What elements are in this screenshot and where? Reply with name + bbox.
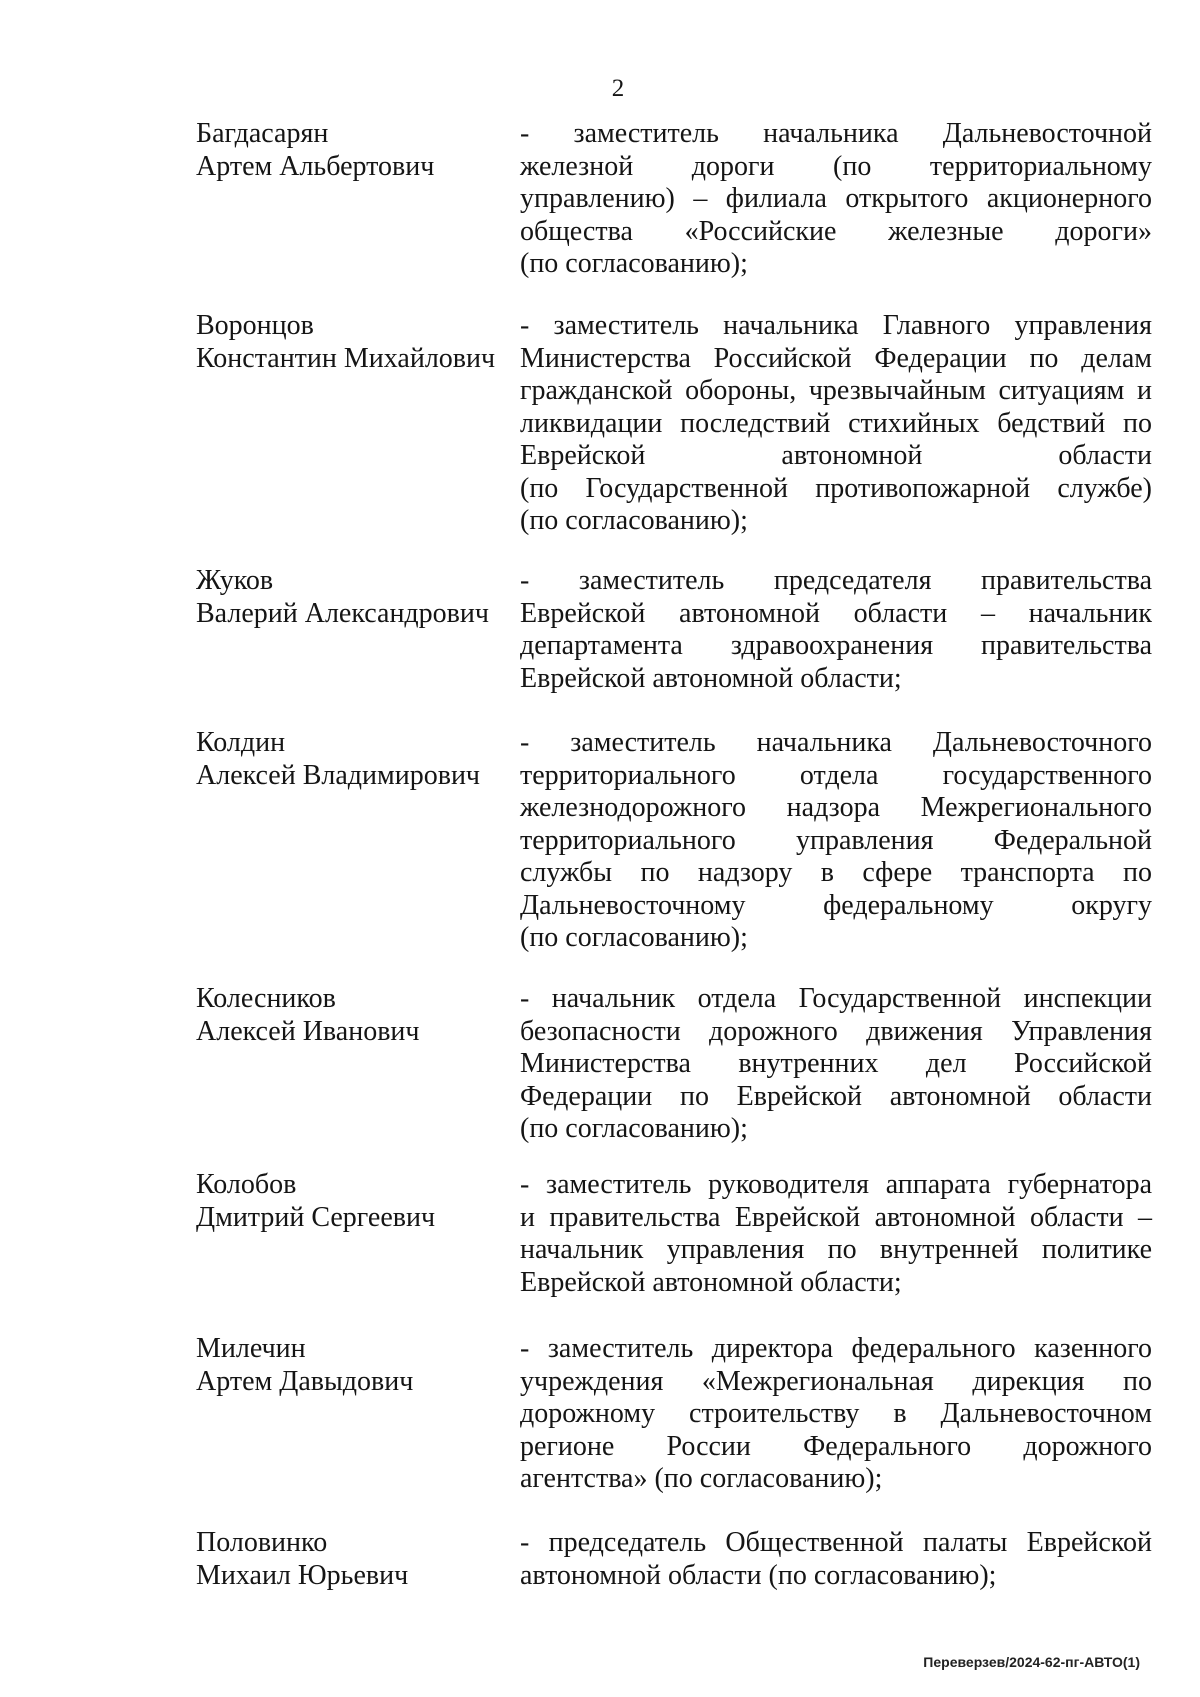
position-line: Еврейской автономной области; bbox=[520, 662, 902, 694]
member-given-names: Константин Михайлович bbox=[196, 342, 496, 374]
member-surname: Жуков bbox=[196, 565, 274, 596]
position-line: - начальник отдела Государственной инспекции bbox=[520, 983, 1152, 1014]
position-line: регионе России Федерального дорожного bbox=[520, 1430, 1152, 1462]
position-line: (по согласованию); bbox=[520, 248, 748, 279]
position-line: Министерства внутренних дел Российской bbox=[520, 1048, 1152, 1079]
member-position bbox=[520, 1527, 1152, 1592]
position-line: службы по надзору в сфере транспорта по bbox=[520, 857, 1152, 888]
position-line: департамента здравоохранения правительства bbox=[520, 630, 1152, 661]
position-line: - заместитель руководителя аппарата губернатора bbox=[520, 1169, 1152, 1200]
position-line: дорожному строительству в Дальневосточном bbox=[520, 1398, 1152, 1429]
position-line: агентства» (по согласованию); bbox=[520, 1463, 883, 1494]
member-given-names: Михаил Юрьевич bbox=[196, 1559, 409, 1591]
member-surname: Колобов bbox=[196, 1169, 297, 1200]
position-line: - заместитель председателя правительства bbox=[520, 565, 1152, 596]
member-surname: Колесников bbox=[196, 983, 336, 1014]
member-given-names: Алексей Иванович bbox=[196, 1015, 420, 1047]
position-line: Дальневосточному федеральному округу bbox=[520, 889, 1152, 921]
position-line: Еврейской автономной области bbox=[520, 440, 1152, 471]
position-line: управлению) – филиала открытого акционерного bbox=[520, 183, 1152, 214]
member-name bbox=[196, 1169, 516, 1234]
position-line: - заместитель начальника Дальневосточного bbox=[520, 727, 1152, 758]
member-name bbox=[196, 118, 516, 183]
position-line: железнодорожного надзора Межрегионального bbox=[520, 792, 1152, 823]
member-position bbox=[520, 983, 1152, 1146]
position-line: (по согласованию); bbox=[520, 1113, 748, 1144]
member-position bbox=[520, 118, 1152, 281]
page-number: 2 bbox=[611, 75, 625, 102]
position-line: - заместитель директора федерального казенного bbox=[520, 1333, 1152, 1364]
member-name bbox=[196, 727, 516, 792]
member-given-names: Артем Альбертович bbox=[196, 150, 435, 182]
member-surname: Половинко bbox=[196, 1527, 328, 1558]
position-line: - заместитель начальника Главного управления bbox=[520, 310, 1152, 341]
document-registration-code: Переверзев/2024-62-пг-АВТО(1) bbox=[923, 1654, 1140, 1670]
member-name bbox=[196, 310, 516, 375]
member-given-names: Алексей Владимирович bbox=[196, 759, 481, 791]
position-line: Федерации по Еврейской автономной области bbox=[520, 1080, 1152, 1112]
position-line: Еврейской автономной области – начальник bbox=[520, 597, 1152, 629]
member-position bbox=[520, 1333, 1152, 1496]
member-surname: Милечин bbox=[196, 1333, 306, 1364]
member-name bbox=[196, 565, 516, 630]
member-surname: Колдин bbox=[196, 727, 286, 758]
position-line: и правительства Еврейской автономной области – bbox=[520, 1201, 1152, 1233]
position-line: начальник управления по внутренней политике bbox=[520, 1234, 1152, 1265]
member-position bbox=[520, 310, 1152, 538]
position-line: железной дороги (по территориальному bbox=[520, 150, 1152, 182]
position-line: гражданской обороны, чрезвычайным ситуациям и bbox=[520, 375, 1152, 406]
member-position bbox=[520, 727, 1152, 955]
position-line: - председатель Общественной палаты Еврейской bbox=[520, 1527, 1152, 1558]
member-position bbox=[520, 1169, 1152, 1299]
member-surname: Багдасарян bbox=[196, 118, 329, 149]
member-name bbox=[196, 983, 516, 1048]
position-line: ликвидации последствий стихийных бедствий по bbox=[520, 407, 1152, 439]
member-given-names: Валерий Александрович bbox=[196, 597, 489, 629]
position-line: Министерства Российской Федерации по делам bbox=[520, 342, 1152, 374]
position-line: (по согласованию); bbox=[520, 505, 748, 536]
member-name bbox=[196, 1527, 516, 1592]
position-line: Еврейской автономной области; bbox=[520, 1266, 902, 1298]
position-line: общества «Российские железные дороги» bbox=[520, 215, 1152, 247]
position-line: (по согласованию); bbox=[520, 922, 748, 953]
position-line: территориального управления Федеральной bbox=[520, 824, 1152, 856]
member-position bbox=[520, 565, 1152, 695]
member-given-names: Артем Давыдович bbox=[196, 1365, 414, 1397]
member-name bbox=[196, 1333, 516, 1398]
position-line: безопасности дорожного движения Управления bbox=[520, 1015, 1152, 1047]
position-line: территориального отдела государственного bbox=[520, 759, 1152, 791]
position-line: автономной области (по согласованию); bbox=[520, 1559, 997, 1591]
member-given-names: Дмитрий Сергеевич bbox=[196, 1201, 436, 1233]
position-line: - заместитель начальника Дальневосточной bbox=[520, 118, 1152, 149]
position-line: (по Государственной противопожарной службе) bbox=[520, 472, 1152, 504]
member-surname: Воронцов bbox=[196, 310, 314, 341]
position-line: учреждения «Межрегиональная дирекция по bbox=[520, 1365, 1152, 1397]
